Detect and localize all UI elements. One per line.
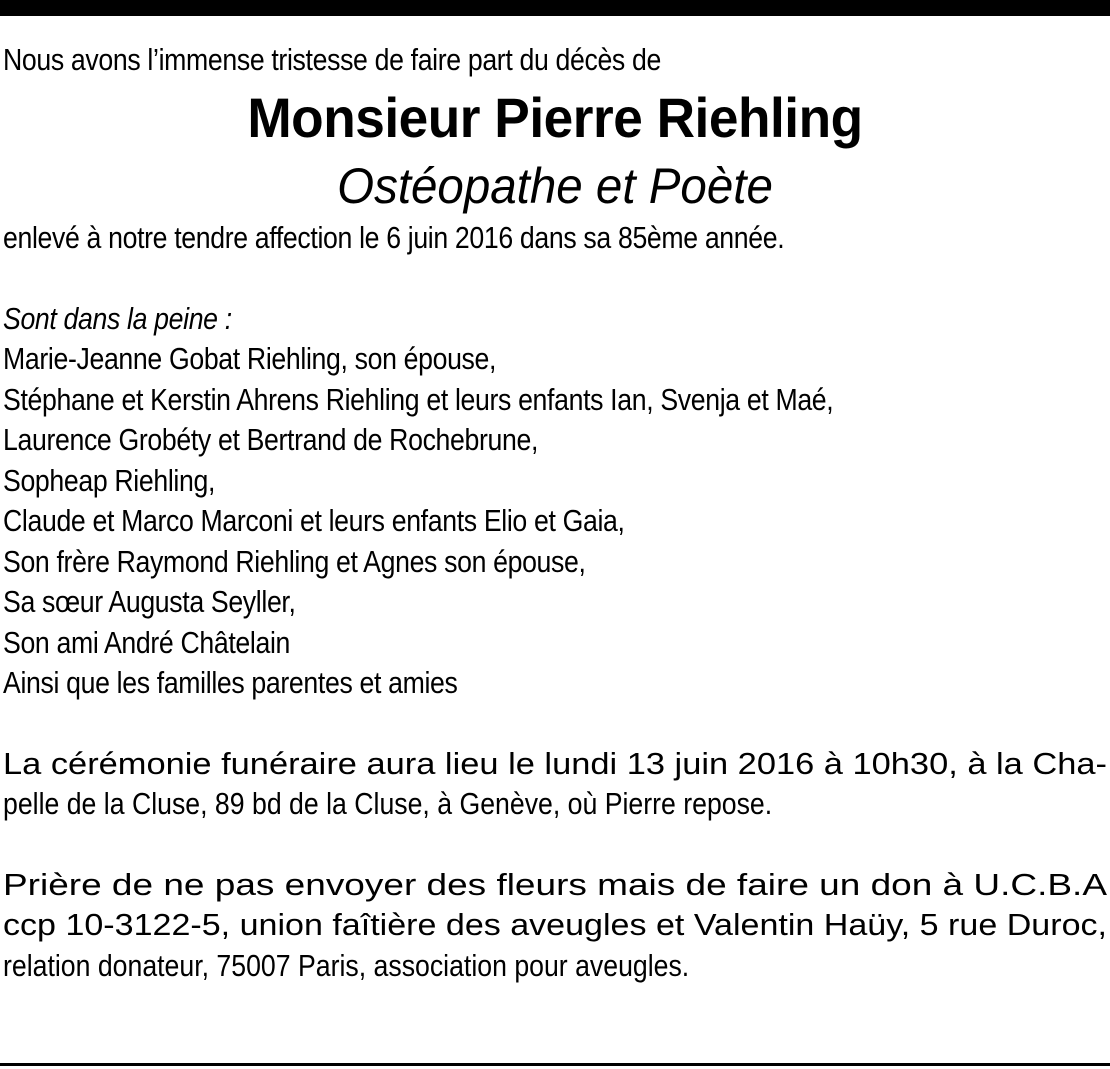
mourner-line: Claude et Marco Marconi et leurs enfants Elio et Gaia, [3, 503, 625, 538]
donation-line: Prière de ne pas envoyer des fleurs mais de faire un don à U.C.B.A [3, 866, 1107, 902]
section-spacer [3, 825, 1107, 865]
donation-line: ccp 10-3122-5, union faîtière des aveugles et Valentin Haüy, 5 rue Duroc, [3, 907, 1107, 942]
section-spacer [3, 704, 1107, 744]
intro-line: Nous avons l’immense tristesse de faire part du décès de [3, 42, 661, 77]
mourner-line: Laurence Grobéty et Bertrand de Rochebrune, [3, 422, 539, 457]
deceased-name: Monsieur Pierre Riehling [247, 86, 863, 149]
obituary-notice [3, 38, 1107, 986]
death-announcement-line: enlevé à notre tendre affection le 6 juin 2016 dans sa 85ème année. [3, 220, 785, 255]
donation-paragraph [3, 865, 1107, 987]
mourner-line: Ainsi que les familles parentes et amies [3, 665, 458, 700]
mourner-line: Sopheap Riehling, [3, 462, 216, 498]
mourner-line: Stéphane et Kerstin Ahrens Riehling et leurs enfants Ian, Svenja et Maé, [3, 381, 834, 417]
donation-line: relation donateur, 75007 Paris, association pour aveugles. [3, 947, 690, 983]
ceremony-paragraph [3, 744, 1107, 825]
mourner-line: Son frère Raymond Riehling et Agnes son épouse, [3, 543, 586, 579]
mourners-heading: Sont dans la peine : [3, 300, 232, 336]
mourners-section [3, 299, 1107, 704]
section-spacer [3, 259, 1107, 299]
top-border-rule [0, 0, 1110, 16]
mourner-line: Son ami André Châtelain [3, 624, 291, 660]
mourner-line: Marie-Jeanne Gobat Riehling, son épouse, [3, 341, 497, 376]
ceremony-line: pelle de la Cluse, 89 bd de la Cluse, à Genève, où Pierre repose. [3, 786, 773, 821]
deceased-profession: Ostéopathe et Poète [337, 158, 773, 214]
bottom-border-rule [0, 1063, 1110, 1066]
ceremony-line: La cérémonie funéraire aura lieu le lundi 13 juin 2016 à 10h30, à la Cha- [3, 745, 1107, 781]
mourner-line: Sa sœur Augusta Seyller, [3, 584, 296, 619]
